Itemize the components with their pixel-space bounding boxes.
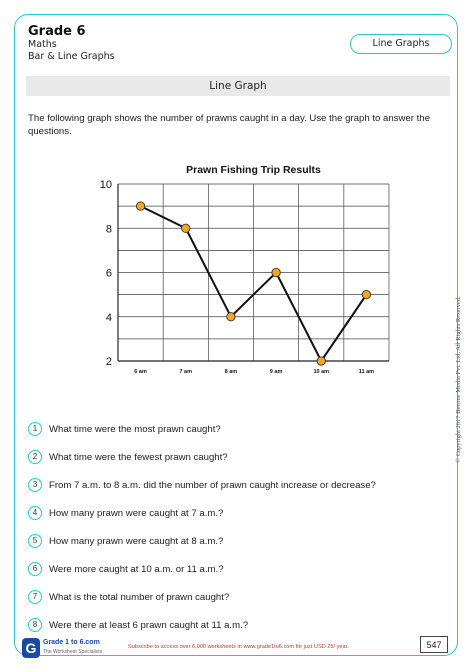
question-number-badge: 7 (28, 590, 42, 604)
site-logo (22, 638, 106, 660)
copyright-text: © Copyright 2017 Beeone Media Pvt. Ltd. All Rights Reserved. (455, 296, 462, 463)
question-number-badge: 4 (28, 506, 42, 520)
question-text: Were there at least 6 prawn caught at 11 a.m.? (49, 619, 249, 631)
x-tick-label: 9 am (269, 369, 283, 375)
logo-tagline: The Worksheet Specialists (43, 649, 103, 655)
question-item (28, 555, 448, 583)
y-tick-label: 10 (99, 179, 112, 191)
topic-label: Bar & Line Graphs (28, 51, 115, 62)
question-text: What is the total number of prawn caught? (49, 591, 230, 603)
chart-title: Prawn Fishing Trip Results (186, 164, 321, 176)
y-tick-label: 4 (105, 311, 112, 324)
x-tick-label: 8 am (224, 369, 238, 375)
x-tick-label: 7 am (179, 369, 193, 375)
question-item (28, 499, 448, 527)
data-point (136, 202, 144, 210)
data-point (182, 224, 190, 232)
question-text: How many prawn were caught at 7 a.m.? (49, 507, 224, 519)
question-number-badge: 8 (28, 618, 42, 632)
grade-label: Grade 6 (28, 24, 86, 39)
question-item (28, 415, 448, 443)
question-number-badge: 5 (28, 534, 42, 548)
question-number-badge: 6 (28, 562, 42, 576)
question-number-badge: 3 (28, 478, 42, 492)
page-number: 547 (420, 636, 448, 653)
question-text: What time were the most prawn caught? (49, 423, 221, 435)
x-tick-label: 11 am (358, 369, 375, 375)
question-text: How many prawn were caught at 8 a.m.? (49, 535, 224, 547)
question-text: From 7 a.m. to 8 a.m. did the number of prawn caught increase or decrease? (49, 479, 376, 491)
intro-text: The following graph shows the number of prawns caught in a day. Use the graph to answer the questions. (28, 113, 430, 137)
question-text: What time were the fewest prawn caught? (49, 451, 228, 463)
y-tick-label: 2 (105, 356, 112, 368)
logo-name: Grade 1 to 6.com (43, 639, 100, 646)
x-tick-label: 10 am (313, 369, 330, 375)
question-item (28, 527, 448, 555)
subject-label: Maths (28, 39, 57, 50)
question-number-badge: 2 (28, 450, 42, 464)
question-number-badge: 1 (28, 422, 42, 436)
y-tick-label: 6 (105, 267, 112, 280)
data-point (362, 290, 370, 298)
logo-mark: G (22, 638, 40, 658)
section-title: Line Graph (26, 76, 450, 96)
topic-pill: Line Graphs (350, 34, 452, 54)
data-point (317, 357, 325, 365)
data-point (272, 268, 280, 276)
data-point (227, 313, 235, 321)
footer-promo: Subscribe to access over 6,000 worksheets in www.grade1to6.com for just USD 25/ year. (128, 644, 349, 650)
question-item (28, 583, 448, 611)
x-tick-label: 6 am (134, 369, 147, 375)
question-item (28, 443, 448, 471)
question-text: Were more caught at 10 a.m. or 11 a.m.? (49, 563, 224, 575)
question-item (28, 611, 448, 639)
y-tick-label: 8 (105, 223, 112, 236)
question-list (28, 415, 448, 639)
question-item (28, 471, 448, 499)
